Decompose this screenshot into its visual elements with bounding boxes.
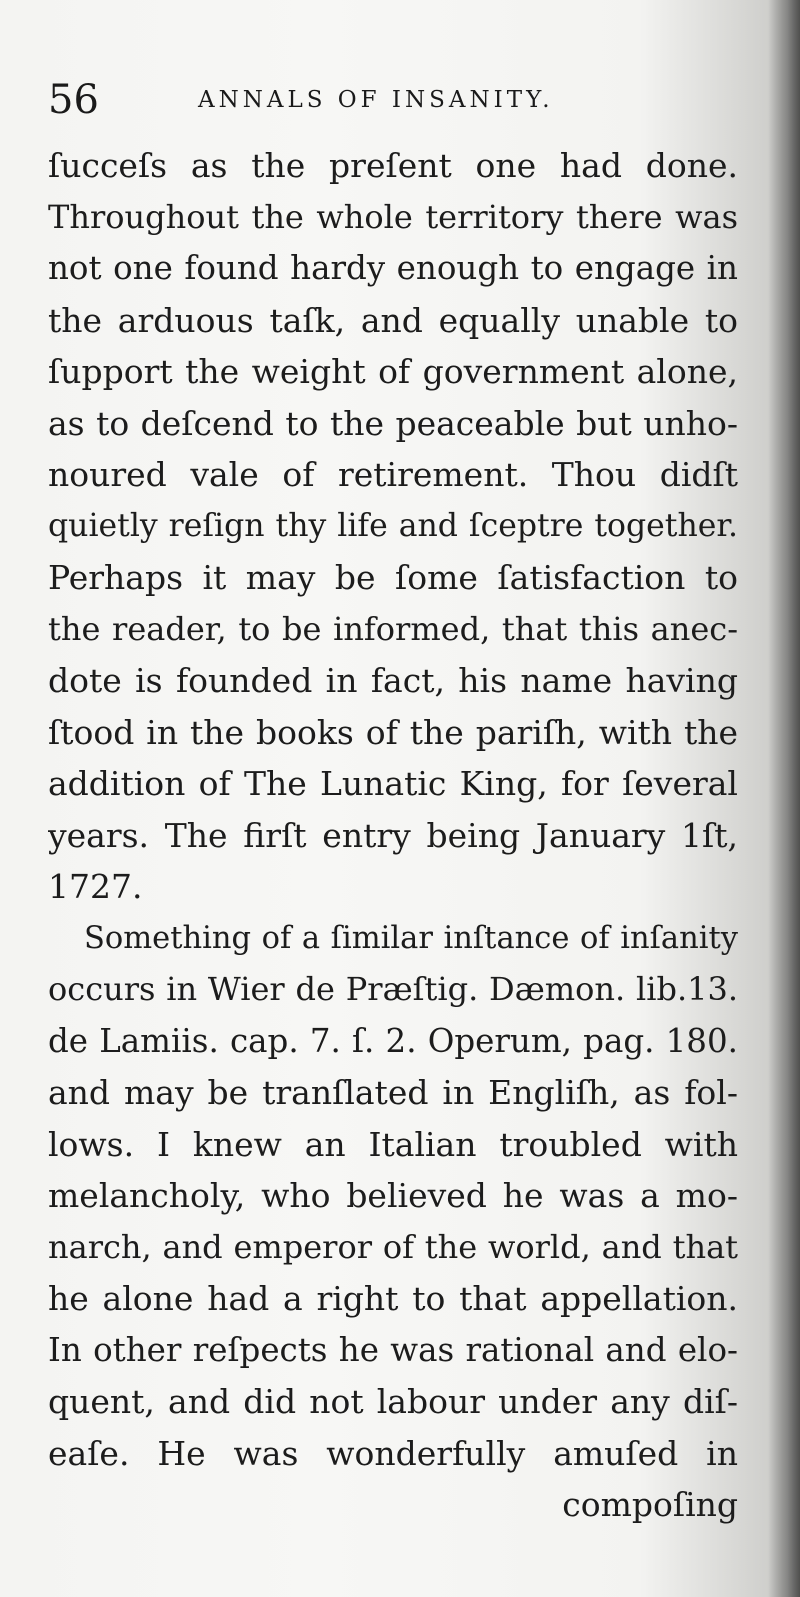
text-line: not one found hardy enough to engage in: [48, 249, 738, 287]
text-line: noured vale of retirement. Thou didſt: [48, 455, 738, 494]
text-line: Something of a ſimilar inſtance of inſanity: [84, 920, 738, 956]
text-line: dote is founded in fact, his name having: [48, 661, 738, 700]
page-number: 56: [48, 77, 99, 123]
text-line: addition of The Lunatic King, for ſeveral: [48, 764, 738, 803]
running-title: ANNALS OF INSANITY.: [198, 87, 554, 113]
text-line: melancholy, who believed he was a mo-: [48, 1176, 738, 1215]
text-line: as to deſcend to the peaceable but unho-: [48, 403, 738, 443]
text-line: de Lamiis. cap. 7. ſ. 2. Operum, pag. 180.: [48, 1021, 738, 1060]
text-line: quietly reſign thy life and ſceptre together.: [48, 507, 738, 544]
text-line: the arduous taſk, and equally unable to: [48, 300, 738, 340]
text-line: occurs in Wier de Præſtig. Dæmon. lib.13.: [48, 970, 738, 1008]
text-line: years. The firſt entry being January 1ſt,: [48, 815, 738, 855]
text-line: quent, and did not labour under any diſ-: [48, 1382, 738, 1421]
text-line: In other reſpects he was rational and elo-: [48, 1330, 738, 1369]
text-line: ſucceſs as the preſent one had done.: [48, 146, 738, 185]
body-text: [48, 140, 738, 1531]
page-edge-shadow: [768, 0, 800, 1597]
text-line: ſupport the weight of government alone,: [48, 352, 738, 391]
text-line: he alone had a right to that appellation.: [48, 1279, 738, 1318]
text-line: ſtood in the books of the pariſh, with the: [48, 712, 738, 752]
text-line: Perhaps it may be ſome ſatisfaction to: [48, 558, 738, 597]
text-line: the reader, to be informed, that this anec-: [48, 609, 738, 648]
running-head: [48, 72, 738, 128]
text-line: eaſe. He was wonderfully amuſed in: [48, 1433, 738, 1473]
text-line: and may be tranſlated in Engliſh, as fol-: [48, 1073, 738, 1112]
text-line: narch, and emperor of the world, and that: [48, 1227, 738, 1266]
text-line: 1727.: [48, 867, 143, 906]
catchword: compoſing: [562, 1485, 738, 1524]
text-line: lows. I knew an Italian troubled with: [48, 1124, 738, 1164]
text-line: Throughout the whole territory there was: [48, 197, 738, 236]
